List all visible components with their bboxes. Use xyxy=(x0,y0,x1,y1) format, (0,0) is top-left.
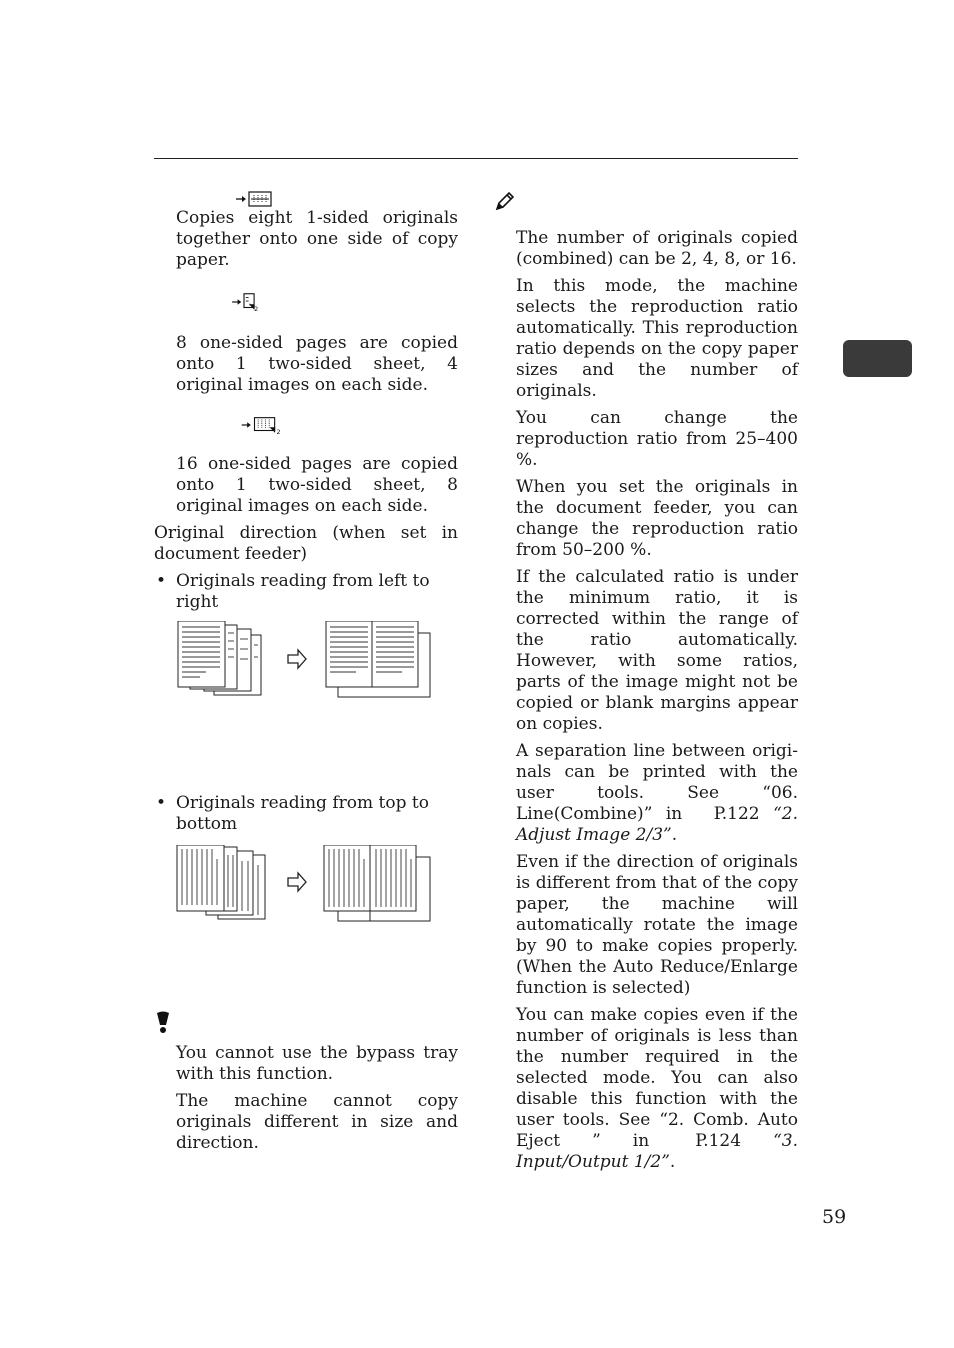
limitation-bypass-tray: You cannot use the bypass tray with this function. xyxy=(176,1043,458,1084)
mode-icon-sub-label-a: 2 xyxy=(254,305,259,313)
note-separation-line xyxy=(516,741,798,846)
page-ref-p124[interactable]: P.124 xyxy=(695,1131,742,1151)
right-column xyxy=(494,190,798,1173)
page-ref-p122[interactable]: P.122 xyxy=(713,804,760,824)
ref-input-output: “3. Input/Output 1/2” xyxy=(516,1131,799,1172)
note-auto-ratio: In this mode, the machine selects the reproduction ratio automatically. This reproduction ratio depends on the copy paper sizes and the number of originals. xyxy=(516,276,798,401)
left-to-right-illustration xyxy=(176,621,436,707)
mode-icon-sub-label-b: 2 xyxy=(276,428,281,436)
page-number: 59 xyxy=(822,1206,847,1228)
combine-8-two-side-icon xyxy=(230,291,280,313)
note-separation-line-text: A separation line between originals can be printed with the user tools. See “06. Line(Combine)” in xyxy=(516,741,798,824)
left-column xyxy=(154,186,458,1154)
bullet-left-to-right: • Originals reading from left to right xyxy=(156,571,430,612)
bullet-top-to-bottom-text: Originals reading from top to bottom xyxy=(176,793,429,834)
note-combined-count: The number of originals copied (combined) can be 2, 4, 8, or 16. xyxy=(516,228,798,269)
combine-8-one-side-icon xyxy=(230,186,280,208)
note-auto-eject xyxy=(516,1005,798,1173)
note-auto-eject-text: You can make copies even if the number of originals is less than the number required in the selected mode. You can also disable this function with the user tools. See “2. Comb. Auto Eject ” in xyxy=(516,1005,798,1151)
mode-8-two-side-desc: 8 one-sided pages are copied onto 1 two-sided sheet, 4 original images on each side. xyxy=(176,333,458,395)
bullet-top-to-bottom: • Originals reading from top to bottom xyxy=(156,793,429,834)
combine-16-two-side-icon xyxy=(230,414,290,436)
note-ratio-range: You can change the reproduction ratio from 25–400 %. xyxy=(516,408,798,470)
bullet-left-to-right-text: Originals reading from left to right xyxy=(176,571,430,612)
limitation-icon xyxy=(154,1011,172,1035)
chapter-tab xyxy=(843,340,912,377)
note-auto-eject-end: . xyxy=(669,1152,676,1172)
header-rule xyxy=(154,158,798,159)
note-separation-line-end: . xyxy=(671,825,678,845)
ref-adjust-image: “2. Adjust Image 2/3” xyxy=(516,804,798,845)
note-minimum-ratio: If the calculated ratio is under the minimum ratio, it is corrected within the range of the ratio automatically. However, with some ratios, parts of the image might not be copied or blank margins appear on copies. xyxy=(516,567,798,734)
limitation-size-direction: The machine cannot copy originals different in size and direction. xyxy=(176,1091,458,1153)
note-feeder-ratio: When you set the originals in the document feeder, you can change the reproduction ratio from 50–200 %. xyxy=(516,477,798,560)
mode-8-one-side-desc: Copies eight 1-sided originals together onto one side of copy paper. xyxy=(176,208,458,270)
mode-16-two-side-desc: 16 one-sided pages are copied onto 1 two-sided sheet, 8 original images on each side. xyxy=(176,454,458,516)
orientation-heading: Original direction (when set in document feeder) xyxy=(154,523,458,564)
top-to-bottom-illustration xyxy=(176,845,436,931)
note-pencil-icon xyxy=(494,190,516,212)
notes xyxy=(494,228,798,1173)
note-auto-rotate: Even if the direction of originals is different from that of the copy paper, the machine will automatically rotate the image by 90 to make copies properly. (When the Auto Reduce/Enlarge function is selected) xyxy=(516,852,798,998)
